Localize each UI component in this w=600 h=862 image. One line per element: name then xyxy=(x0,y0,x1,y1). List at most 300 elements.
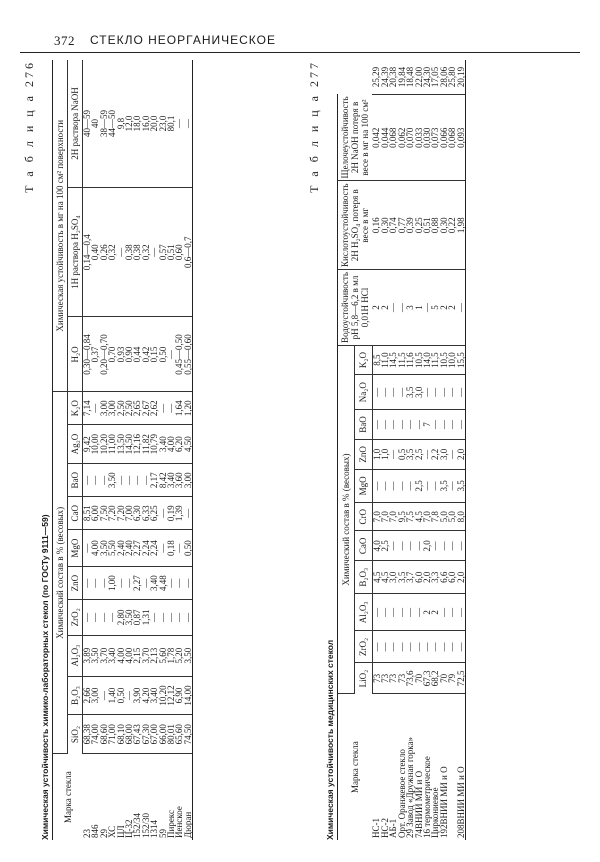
value-cell: — xyxy=(184,60,193,187)
value-cell: 0,030 xyxy=(423,94,431,181)
column-header: B₂O₃ xyxy=(68,676,83,715)
value-cell: — xyxy=(431,631,439,663)
value-cell: 2 xyxy=(423,594,431,631)
value-cell: 6,30 xyxy=(133,497,141,530)
value-cell: 0,068 xyxy=(389,94,397,181)
value-cell: — xyxy=(389,631,397,663)
value-cell: 6,00 xyxy=(91,497,99,530)
value-cell: 0,042 xyxy=(372,94,381,181)
value-cell: 3,50 xyxy=(100,530,108,567)
value-cell: — xyxy=(117,464,125,497)
value-cell: 7,0 xyxy=(372,503,381,531)
value-cell: 2,5 xyxy=(415,469,423,502)
value-cell: 12,12 xyxy=(167,676,175,715)
value-cell: 14,00 xyxy=(184,676,193,715)
glass-brand-cell: Иенское xyxy=(174,806,185,838)
value-cell: — xyxy=(398,469,406,502)
value-cell: 2,62 xyxy=(150,392,158,424)
value-cell: 0,51 xyxy=(167,187,175,316)
glass-brand-cell: НС-2 xyxy=(379,818,390,838)
value-cell: 0,26 xyxy=(100,187,108,316)
value-cell: 3,5 xyxy=(406,375,414,410)
value-cell: 11,5 xyxy=(431,345,439,374)
value-cell: 11,6 xyxy=(406,345,414,374)
value-cell: — xyxy=(83,600,92,636)
value-cell: 1,00 xyxy=(108,567,116,600)
value-cell: — xyxy=(167,567,175,600)
value-cell: 7 xyxy=(423,410,431,440)
value-cell: 0,066 xyxy=(440,94,448,181)
value-cell: 6,33 xyxy=(142,497,150,530)
value-cell: 3,3 xyxy=(431,561,439,594)
glass-brand-cell: 846 xyxy=(90,824,101,838)
composition-header: Химический состав в % (весовых) xyxy=(53,392,68,754)
value-cell: 2,13 xyxy=(150,635,158,676)
value-cell: 28,06 xyxy=(440,60,448,94)
value-cell: 0,20—0,70 xyxy=(100,317,108,392)
glass-brand-cell: 152/34 xyxy=(132,812,143,838)
value-cell: 38—59 xyxy=(100,60,108,187)
value-cell: 2,27 xyxy=(133,530,141,567)
value-cell: 9,8 xyxy=(117,60,125,187)
value-cell: 6,25 xyxy=(150,497,158,530)
value-cell: 68,38 xyxy=(83,715,92,754)
value-cell: 6,6 xyxy=(440,561,448,594)
value-cell: 74,50 xyxy=(184,715,193,754)
column-header: Al₂O₃ xyxy=(355,594,372,631)
value-cell: — xyxy=(108,600,116,636)
value-cell: 18,0 xyxy=(133,60,141,187)
value-cell: 67,30 xyxy=(142,715,150,754)
value-cell: 4,5 xyxy=(372,561,381,594)
glass-brand-cell: 29 Завод «Дружная горка» xyxy=(405,736,416,838)
value-cell: 24,30 xyxy=(423,60,431,94)
value-cell: 7,0 xyxy=(381,503,389,531)
value-cell: — xyxy=(372,375,381,410)
value-cell: 8,5 xyxy=(372,345,381,374)
value-cell: 0,19 xyxy=(167,497,175,530)
value-cell: — xyxy=(125,676,133,715)
value-cell: 14,50 xyxy=(125,424,133,463)
acid-resistance-header: Кислотоустойчивость 2Н H₂SO₄ потеря в весе в мг xyxy=(338,181,373,270)
value-cell: 13,50 xyxy=(117,424,125,463)
glass-brand-cell: ЦЛ xyxy=(115,825,126,838)
value-cell: — xyxy=(175,60,183,187)
value-cell: — xyxy=(91,392,99,424)
value-cell: 5,50 xyxy=(108,530,116,567)
value-cell: 0,30 xyxy=(381,181,389,270)
value-cell: — xyxy=(100,464,108,497)
value-cell: 2,5 xyxy=(381,531,389,561)
value-cell: 1,40 xyxy=(108,676,116,715)
table-276-block xyxy=(22,60,193,840)
value-cell: — xyxy=(100,567,108,600)
column-header: MgO xyxy=(68,530,83,567)
value-cell: 5,60 xyxy=(159,635,167,676)
value-cell: 80,1 xyxy=(167,60,175,187)
value-cell: 68,60 xyxy=(100,715,108,754)
value-cell: 0,57 xyxy=(159,187,167,316)
value-cell: 4,5 xyxy=(415,503,423,531)
value-cell: 2,50 xyxy=(117,392,125,424)
value-cell: 2,24 xyxy=(150,530,158,567)
value-cell: — xyxy=(398,531,406,561)
value-cell: 66,00 xyxy=(159,715,167,754)
value-cell: 0,6—0,7 xyxy=(184,187,193,316)
value-cell: — xyxy=(381,594,389,631)
value-cell: 44—50 xyxy=(108,60,116,187)
value-cell: 74,00 xyxy=(91,715,99,754)
value-cell: 3,5 xyxy=(398,561,406,594)
value-cell: 0,88 xyxy=(431,181,439,270)
value-cell: 10,20 xyxy=(100,424,108,463)
value-cell: — xyxy=(389,531,397,561)
value-cell: — xyxy=(448,531,456,561)
alkali-resistance-header: Щелочеустойчивость 2Н NaOH потеря в весе в мг на 100 см² xyxy=(338,94,373,181)
value-cell: 68,2 xyxy=(431,663,439,694)
value-cell: 2 xyxy=(448,270,456,346)
value-cell: — xyxy=(448,375,456,410)
value-cell: — xyxy=(150,600,158,636)
value-cell: 0,073 xyxy=(431,94,439,181)
value-cell: 0,25 xyxy=(415,181,423,270)
value-cell: — xyxy=(184,567,193,600)
value-cell: 70 xyxy=(440,663,448,694)
glass-brand-cell: 208ВНИИ МИ и О xyxy=(457,694,466,840)
value-cell: 2,0 xyxy=(423,561,431,594)
value-cell: 40 xyxy=(91,60,99,187)
value-cell: — xyxy=(389,375,397,410)
value-cell: 5,20 xyxy=(175,635,183,676)
value-cell: — xyxy=(381,631,389,663)
glass-brand-cell: ХС xyxy=(107,825,118,838)
value-cell: 80,01 xyxy=(167,715,175,754)
value-cell: 6,0 xyxy=(448,561,456,594)
value-cell: — xyxy=(440,375,448,410)
value-cell: 0,74 xyxy=(389,181,397,270)
value-cell: 2,27 xyxy=(133,567,141,600)
value-cell: 2,0 xyxy=(457,439,466,469)
value-cell: 3,89 xyxy=(83,635,92,676)
value-cell: 4,50 xyxy=(184,424,193,463)
glass-brand-cell: 59 xyxy=(157,829,168,838)
value-cell: 0,30—0,84 xyxy=(83,317,92,392)
value-cell: 2,40 xyxy=(117,530,125,567)
value-cell: — xyxy=(415,410,423,440)
glass-brand-cell: 74ВНИИ МИ и О xyxy=(413,770,424,838)
column-header: MgO xyxy=(355,469,372,502)
value-cell: 1,0 xyxy=(381,439,389,469)
value-cell: 3,60 xyxy=(175,464,183,497)
value-cell: 73 xyxy=(381,663,389,694)
value-cell: 1,64 xyxy=(175,392,183,424)
value-cell: — xyxy=(440,531,448,561)
column-header: K₂O xyxy=(355,345,372,374)
value-cell: — xyxy=(117,567,125,600)
value-cell: 10,5 xyxy=(415,345,423,374)
value-cell: 12,16 xyxy=(133,424,141,463)
value-cell: — xyxy=(125,567,133,600)
value-cell: — xyxy=(398,631,406,663)
value-cell: 73,6 xyxy=(406,663,414,694)
value-cell: 5 xyxy=(431,270,439,346)
value-cell: 3,40 xyxy=(150,567,158,600)
value-cell: — xyxy=(91,464,99,497)
value-cell: 68,10 xyxy=(117,715,125,754)
value-cell: 2,0 xyxy=(457,561,466,594)
value-cell: 0,77 xyxy=(398,181,406,270)
value-cell: 7,0 xyxy=(423,503,431,531)
glass-brand-cell: Орт. Оранжевое стекло xyxy=(396,749,407,838)
column-header: BaO xyxy=(355,410,372,440)
column-header: ZnO xyxy=(355,439,372,469)
value-cell: — xyxy=(372,594,381,631)
value-cell: 7,20 xyxy=(117,497,125,530)
value-cell: 2 xyxy=(372,270,381,346)
value-cell: 3,5 xyxy=(440,469,448,502)
value-cell: 22,00 xyxy=(415,60,423,94)
value-cell: 23,0 xyxy=(159,60,167,187)
stability-header: Химическая устойчивость в мг на 100 см² поверхности xyxy=(53,60,68,392)
page-header xyxy=(20,30,580,53)
value-cell: 3,5 xyxy=(406,439,414,469)
value-cell: — xyxy=(389,594,397,631)
value-cell: 71,00 xyxy=(108,715,116,754)
value-cell: 2,0 xyxy=(423,531,431,561)
value-cell: 4,0 xyxy=(372,531,381,561)
value-cell: — xyxy=(184,497,193,530)
value-cell: 18,48 xyxy=(406,60,414,94)
value-cell: — xyxy=(406,631,414,663)
column-header: LiO₂ xyxy=(355,663,372,694)
value-cell: 67,00 xyxy=(150,715,158,754)
value-cell: — xyxy=(175,600,183,636)
value-cell: 4,48 xyxy=(159,567,167,600)
value-cell: — xyxy=(457,270,466,346)
value-cell: 0,51 xyxy=(423,181,431,270)
value-cell: — xyxy=(398,594,406,631)
col-brand-header: Марка стекла xyxy=(53,754,83,840)
glass-brand-cell: АБ-1 xyxy=(388,818,399,838)
col-brand-header: Марка стекла xyxy=(338,694,373,840)
value-cell: — xyxy=(381,469,389,502)
glass-brand-cell: 23 xyxy=(81,829,92,838)
value-cell: 0,70 xyxy=(108,317,116,392)
value-cell: 19,84 xyxy=(398,60,406,94)
value-cell: 72,5 xyxy=(457,663,466,694)
value-cell: — xyxy=(406,531,414,561)
value-cell: — xyxy=(457,375,466,410)
value-cell: 0,55—0,60 xyxy=(184,317,193,392)
value-cell: — xyxy=(415,594,423,631)
value-cell: — xyxy=(167,317,175,392)
value-cell: 4,00 xyxy=(117,635,125,676)
value-cell: 2,80 xyxy=(117,600,125,636)
value-cell: 16,0 xyxy=(142,60,150,187)
value-cell: — xyxy=(389,469,397,502)
value-cell: 67,3 xyxy=(423,663,431,694)
value-cell: 11,00 xyxy=(108,424,116,463)
value-cell: 4,00 xyxy=(167,424,175,463)
value-cell: 0,50 xyxy=(159,317,167,392)
glass-brand-cell: 16 термометрическое xyxy=(421,756,432,838)
value-cell: 3,00 xyxy=(184,464,193,497)
value-cell: 7,14 xyxy=(83,392,92,424)
value-cell: 0,45—0,50 xyxy=(175,317,183,392)
value-cell: 2 xyxy=(440,270,448,346)
running-title: СТЕКЛО НЕОРГАНИЧЕСКОЕ xyxy=(90,33,276,47)
value-cell: 9,42 xyxy=(83,424,92,463)
value-cell: 0,18 xyxy=(167,530,175,567)
value-cell: 3,70 xyxy=(142,635,150,676)
value-cell: — xyxy=(159,392,167,424)
value-cell: 7,20 xyxy=(108,497,116,530)
value-cell: 3,0 xyxy=(415,375,423,410)
value-cell: — xyxy=(448,439,456,469)
value-cell: 0,30 xyxy=(440,181,448,270)
value-cell: — xyxy=(125,464,133,497)
value-cell: 0,033 xyxy=(415,94,423,181)
value-cell: — xyxy=(423,375,431,410)
value-cell: 0,093 xyxy=(457,94,466,181)
value-cell: — xyxy=(83,464,92,497)
value-cell: 15,5 xyxy=(457,345,466,374)
value-cell: — xyxy=(431,531,439,561)
value-cell: 73 xyxy=(398,663,406,694)
value-cell: 5,0 xyxy=(448,503,456,531)
value-cell: 10,0 xyxy=(448,345,456,374)
value-cell: 0,068 xyxy=(448,94,456,181)
value-cell: 4,5 xyxy=(381,561,389,594)
value-cell: 0,38 xyxy=(125,187,133,316)
value-cell: 2,2 xyxy=(431,439,439,469)
value-cell: 0,5 xyxy=(398,439,406,469)
value-cell: — xyxy=(398,410,406,440)
table-277-label: Т а б л и ц а 277 xyxy=(307,60,321,193)
value-cell: 3,00 xyxy=(91,676,99,715)
value-cell: 10,00 xyxy=(91,424,99,463)
value-cell: 68,00 xyxy=(125,715,133,754)
value-cell: 3,70 xyxy=(100,635,108,676)
value-cell: — xyxy=(159,497,167,530)
value-cell: 67,43 xyxy=(133,715,141,754)
value-cell: — xyxy=(457,594,466,631)
value-cell: — xyxy=(381,375,389,410)
value-cell: 0,40 xyxy=(91,187,99,316)
value-cell: 2,67 xyxy=(142,392,150,424)
value-cell: 0,14—0,4 xyxy=(83,187,92,316)
value-cell: 3,0 xyxy=(389,561,397,594)
value-cell: 17,05 xyxy=(431,60,439,94)
value-cell: 10,79 xyxy=(150,424,158,463)
water-resistance-header: Водоустойчивость pH 5,8—6,2 в мл 0,01Н HCl xyxy=(338,270,373,346)
value-cell: — xyxy=(159,600,167,636)
column-header: CrO xyxy=(355,503,372,531)
value-cell: — xyxy=(415,631,423,663)
value-cell: — xyxy=(142,567,150,600)
value-cell: 0,44 xyxy=(133,317,141,392)
value-cell: 2 xyxy=(381,270,389,346)
value-cell: 1,98 xyxy=(457,181,466,270)
table-277-caption: Химическая устойчивость медицинских стекол xyxy=(325,639,335,840)
rotated-content xyxy=(22,60,578,840)
value-cell: — xyxy=(117,187,125,316)
value-cell: — xyxy=(372,469,381,502)
value-cell: — xyxy=(167,600,175,636)
value-cell: 14,0 xyxy=(423,345,431,374)
value-cell: 24,39 xyxy=(381,60,389,94)
value-cell: 3,00 xyxy=(108,392,116,424)
value-cell: — xyxy=(389,270,397,346)
value-cell: 3,50 xyxy=(108,464,116,497)
value-cell: — xyxy=(440,631,448,663)
table-row xyxy=(184,60,193,840)
value-cell: 3 xyxy=(406,270,414,346)
value-cell: 1,78 xyxy=(167,635,175,676)
value-cell: 11,0 xyxy=(381,345,389,374)
value-cell: 3,50 xyxy=(91,635,99,676)
glass-brand-cell: Циркониевое xyxy=(430,787,441,838)
value-cell: — xyxy=(133,464,141,497)
value-cell: 0,38 xyxy=(133,187,141,316)
table-277-block xyxy=(307,60,466,840)
column-header: K₂O xyxy=(68,392,83,424)
value-cell: 10,5 xyxy=(440,345,448,374)
value-cell: 79 xyxy=(448,663,456,694)
column-header: CaO xyxy=(355,531,372,561)
column-header: B₂O₃ xyxy=(355,561,372,594)
value-cell: — xyxy=(406,594,414,631)
value-cell: 25,80 xyxy=(448,60,456,94)
value-cell: — xyxy=(431,410,439,440)
value-cell: — xyxy=(415,531,423,561)
value-cell: 3,00 xyxy=(100,392,108,424)
value-cell: 2,66 xyxy=(83,676,92,715)
value-cell: 2,24 xyxy=(142,530,150,567)
column-header: ZrO₂ xyxy=(68,600,83,636)
column-header: 1Н раствора H₂SO₄ xyxy=(68,187,83,316)
column-header: Na₂O xyxy=(355,375,372,410)
value-cell: 2,15 xyxy=(133,635,141,676)
value-cell: — xyxy=(423,469,431,502)
value-cell: — xyxy=(83,567,92,600)
glass-brand-cell: Пирекс xyxy=(166,810,177,838)
value-cell: — xyxy=(175,530,183,567)
value-cell: 1,39 xyxy=(175,497,183,530)
glass-brand-cell: 1314 xyxy=(149,820,160,838)
value-cell: 3,40 xyxy=(108,635,116,676)
value-cell: 7,0 xyxy=(389,503,397,531)
value-cell: — xyxy=(440,410,448,440)
value-cell: 8,51 xyxy=(83,497,92,530)
value-cell: — xyxy=(381,410,389,440)
value-cell: — xyxy=(448,469,456,502)
value-cell: 0,90 xyxy=(125,317,133,392)
column-header: 2Н раствора NaOH xyxy=(68,60,83,187)
value-cell: 25,29 xyxy=(372,60,381,94)
value-cell: 3,90 xyxy=(133,676,141,715)
value-cell: 14,5 xyxy=(389,345,397,374)
value-cell: 3,0 xyxy=(440,439,448,469)
value-cell: 0,070 xyxy=(406,94,414,181)
value-cell: 73 xyxy=(389,663,397,694)
value-cell: 1,20 xyxy=(184,392,193,424)
value-cell: 3,40 xyxy=(150,676,158,715)
value-cell: — xyxy=(457,631,466,663)
page-number: 372 xyxy=(54,33,75,48)
value-cell: — xyxy=(398,270,406,346)
table-276-caption: Химическая устойчивость химико-лабораторных стекол (по ГОСТу 9111—59) xyxy=(40,514,50,840)
